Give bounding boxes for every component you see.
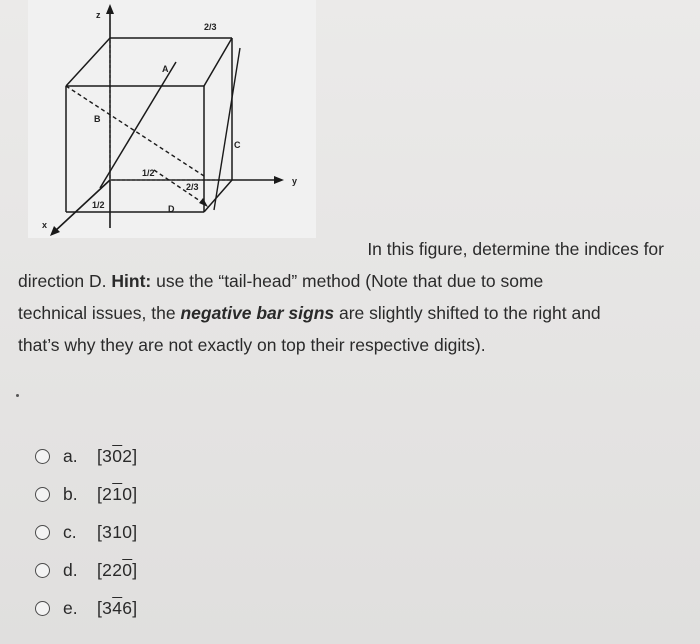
option-d[interactable] [35, 551, 137, 589]
z-axis-arrow-icon [106, 4, 114, 14]
option-letter: c. [63, 521, 77, 542]
option-value-part: ] [132, 559, 138, 580]
label-bottom-right-fraction: 2/3 [186, 182, 199, 192]
option-value-part: [2 [97, 483, 113, 504]
option-b[interactable] [35, 475, 137, 513]
label-direction-d: D [168, 204, 175, 214]
hint-label: Hint: [111, 271, 152, 291]
option-c[interactable] [35, 513, 137, 551]
label-mid-fraction: 1/2 [142, 168, 155, 178]
direction-a-vector [100, 62, 176, 188]
radio-button-e[interactable] [35, 601, 50, 616]
option-value-part: 0] [122, 483, 138, 504]
option-value-part: [3 [97, 445, 113, 466]
question-line-3-end: are slightly shifted to the right and [334, 303, 601, 323]
cube-figure [28, 0, 316, 238]
label-bottom-left-fraction: 1/2 [92, 200, 105, 210]
option-bar-digit: 4 [112, 597, 123, 618]
x-axis-label: x [42, 220, 48, 230]
radio-button-a[interactable] [35, 449, 50, 464]
stray-dot [16, 394, 19, 397]
option-value [97, 598, 137, 619]
y-axis-arrow-icon [274, 176, 284, 184]
z-axis-label: z [96, 10, 101, 20]
option-a[interactable] [35, 437, 137, 475]
option-value-part: 6] [122, 597, 138, 618]
option-value-part: [3 [97, 597, 113, 618]
option-value [97, 484, 137, 505]
option-value [97, 522, 137, 543]
option-value [97, 446, 137, 467]
option-bar-digit: 1 [112, 483, 123, 504]
option-letter: d. [63, 559, 78, 580]
question-line-2-start: direction D. [18, 271, 112, 291]
option-letter: e. [63, 597, 78, 618]
label-direction-c: C [234, 140, 241, 150]
option-value-part: [310] [97, 521, 138, 542]
answer-options [35, 437, 137, 627]
label-direction-b: B [94, 114, 101, 124]
cube-edge [204, 38, 232, 86]
label-top-fraction: 2/3 [204, 22, 217, 32]
question-line-3 [18, 297, 678, 329]
option-bar-digit: 0 [122, 559, 133, 580]
question-line-3-start: technical issues, the [18, 303, 181, 323]
radio-button-b[interactable] [35, 487, 50, 502]
radio-button-d[interactable] [35, 563, 50, 578]
question-line-4: that’s why they are not exactly on top their respective digits). [18, 335, 486, 355]
cube-edge [66, 38, 110, 86]
option-e[interactable] [35, 589, 137, 627]
option-letter: b. [63, 483, 78, 504]
question-line-2 [18, 265, 678, 297]
question-text [18, 233, 678, 361]
question-line-1: In this figure, determine the indices for [367, 239, 664, 259]
label-direction-a: A [162, 64, 169, 74]
cube-diagram [28, 0, 316, 238]
option-value [97, 560, 137, 581]
question-line-2-end: use the “tail-head” method (Note that due to some [151, 271, 544, 291]
negative-bar-signs-emphasis: negative bar signs [180, 303, 335, 323]
radio-button-c[interactable] [35, 525, 50, 540]
option-bar-digit: 0 [112, 445, 123, 466]
option-letter: a. [63, 445, 78, 466]
option-value-part: [22 [97, 559, 123, 580]
y-axis-label: y [292, 176, 298, 186]
option-value-part: 2] [122, 445, 138, 466]
